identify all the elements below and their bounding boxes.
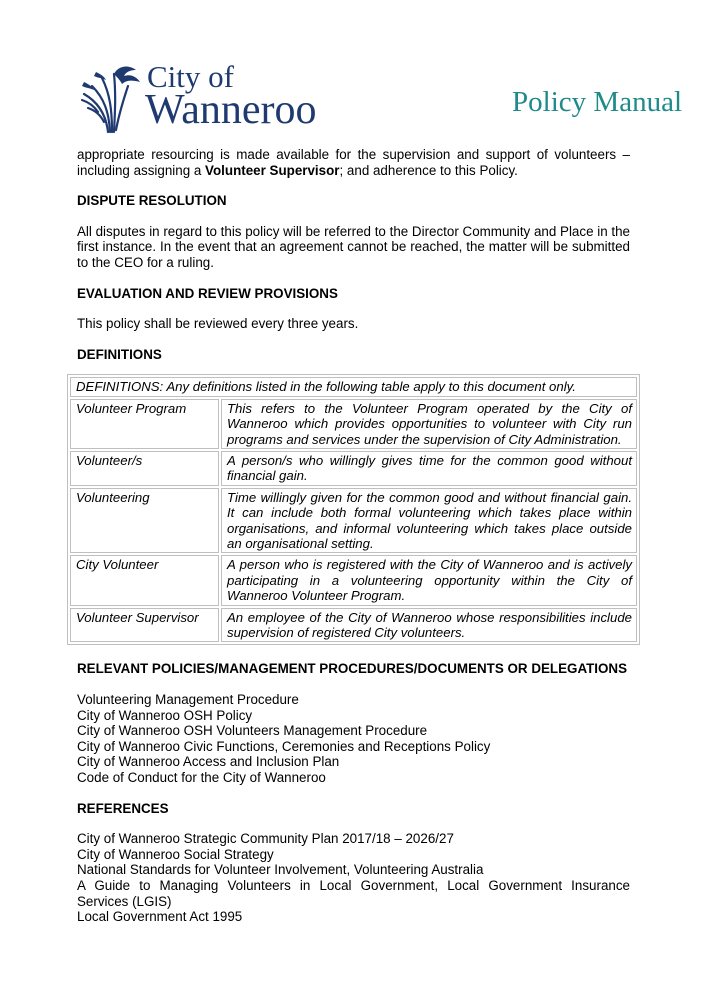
relevant-policies-list: [77, 692, 630, 786]
definition-text: A person who is registered with the City of Wanneroo and is actively participating in a volunteering opportunity within the City of Wanneroo Volunteer Program.: [221, 555, 637, 605]
definition-term: Volunteer Program: [70, 399, 219, 449]
table-row: [70, 399, 637, 449]
list-item: City of Wanneroo OSH Volunteers Management Procedure: [77, 723, 428, 739]
definitions-table: [67, 374, 640, 645]
definition-text: An employee of the City of Wanneroo whose responsibilities include supervision of registered City volunteers.: [221, 608, 637, 643]
policy-manual-title: Policy Manual: [512, 86, 682, 118]
table-row: [70, 555, 637, 605]
list-item: City of Wanneroo Strategic Community Plan 2017/18 – 2026/27: [77, 831, 454, 847]
intro-text-end: ; and adherence to this Policy.: [339, 162, 518, 178]
list-item: National Standards for Volunteer Involvement, Volunteering Australia: [77, 862, 484, 878]
definitions-caption: DEFINITIONS: Any definitions listed in the following table apply to this document only.: [70, 377, 637, 396]
intro-paragraph: [77, 147, 630, 178]
definition-term: Volunteering: [70, 488, 219, 554]
definitions-caption-row: [70, 377, 637, 396]
definitions-heading: DEFINITIONS: [77, 346, 162, 362]
logo-text-wanneroo: Wanneroo: [145, 87, 317, 133]
definition-text: This refers to the Volunteer Program operated by the City of Wanneroo which provides opportunities to volunteer with City run programs and services under the supervision of City Administration.: [221, 399, 637, 449]
table-row: [70, 608, 637, 643]
evaluation-heading: EVALUATION AND REVIEW PROVISIONS: [77, 285, 338, 301]
list-item: City of Wanneroo Social Strategy: [77, 846, 274, 862]
list-item: Local Government Act 1995: [77, 909, 243, 925]
table-row: [70, 451, 637, 486]
volunteer-supervisor-term: Volunteer Supervisor: [205, 162, 340, 178]
intro-text: appropriate resourcing is made available for the supervision and support of volunteers – including assigning a: [77, 147, 630, 178]
list-item: Volunteering Management Procedure: [77, 692, 299, 708]
document-body: [77, 147, 630, 925]
logo-text-city-of: City of: [147, 59, 234, 94]
table-row: [70, 488, 637, 554]
definition-term: Volunteer Supervisor: [70, 608, 219, 643]
evaluation-body: This policy shall be reviewed every three years.: [77, 316, 359, 332]
dispute-resolution-body: All disputes in regard to this policy will be referred to the Director Community and Place in the first instance. In the event that an agreement cannot be reached, the matter will be submitted to the CEO for a ruling.: [77, 223, 630, 270]
relevant-policies-heading: RELEVANT POLICIES/MANAGEMENT PROCEDURES/DOCUMENTS OR DELEGATIONS: [77, 661, 628, 677]
page-header: [0, 0, 706, 140]
list-item: City of Wanneroo OSH Policy: [77, 707, 253, 723]
references-list: [77, 831, 630, 925]
city-of-wanneroo-logo-icon: [78, 64, 142, 134]
list-item: A Guide to Managing Volunteers in Local Government, Local Government Insurance Services (LGIS): [77, 877, 630, 909]
definition-term: Volunteer/s: [70, 451, 219, 486]
definition-term: City Volunteer: [70, 555, 219, 605]
definition-text: A person/s who willingly gives time for the common good without financial gain.: [221, 451, 637, 486]
definition-text: Time willingly given for the common good and without financial gain. It can include both formal volunteering which takes place within organisations, and informal volunteering which takes place outside an organisational setting.: [221, 488, 637, 554]
list-item: City of Wanneroo Access and Inclusion Plan: [77, 754, 340, 770]
list-item: Code of Conduct for the City of Wanneroo: [77, 770, 326, 785]
list-item: City of Wanneroo Civic Functions, Ceremonies and Receptions Policy: [77, 738, 491, 754]
references-heading: REFERENCES: [77, 800, 169, 816]
dispute-resolution-heading: DISPUTE RESOLUTION: [77, 193, 227, 209]
